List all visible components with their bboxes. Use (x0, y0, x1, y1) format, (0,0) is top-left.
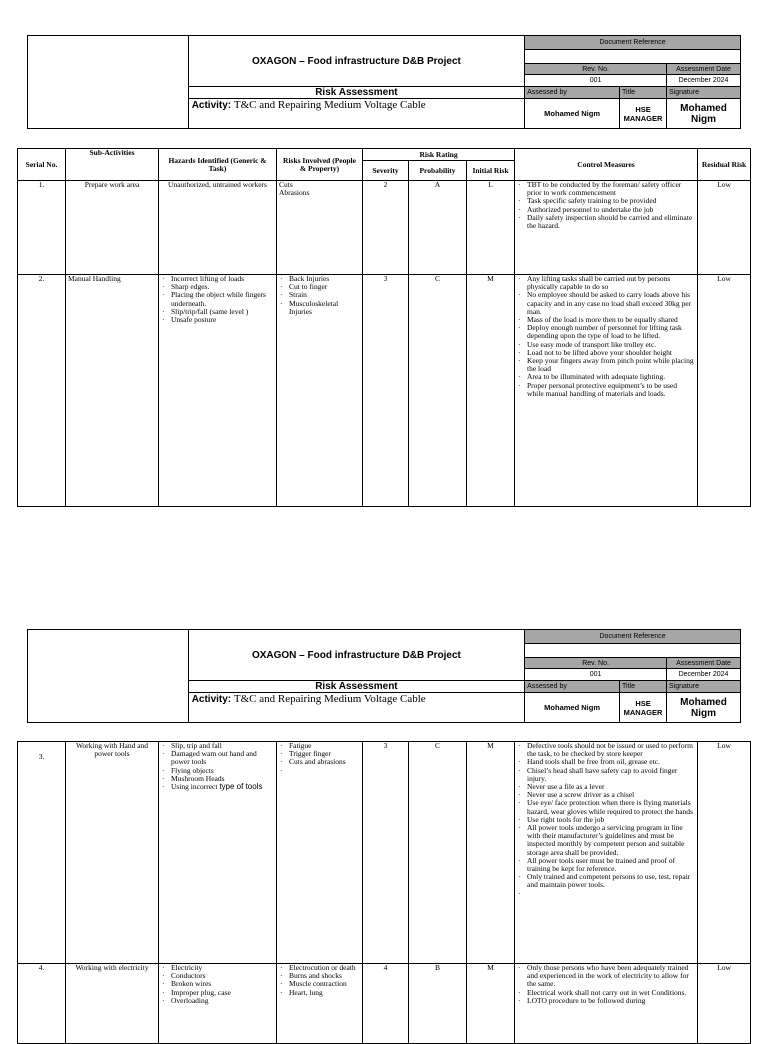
initial-risk-cell: L (467, 181, 515, 275)
assessor-title-line1: HSE (635, 104, 651, 114)
hazards-cell: Unauthorized, untrained workers (159, 181, 277, 275)
assessor-title-line1: HSE (635, 698, 651, 708)
serial-cell: 2. (18, 275, 66, 507)
hazard-item: · Unsafe posture (161, 316, 274, 324)
hazard-item: · Placing the object while fingers underneath. (161, 291, 274, 307)
risk-item: · Trigger finger (279, 750, 360, 758)
risk-item: · Fatigue (279, 742, 360, 750)
risk-text: Cuts (279, 180, 293, 189)
signature-line1: Mohamed (680, 102, 727, 114)
control-item: · Never use a file as a lever (517, 783, 695, 791)
risk-text: Abrasions (279, 188, 310, 198)
rev-value: 001 (525, 75, 667, 87)
residual-cell: Low (698, 742, 751, 964)
risk-table-page1 (17, 148, 751, 507)
control-item: · TBT to be conducted by the foreman/ safety officer prior to work commencement (517, 181, 695, 197)
residual-cell: Low (698, 964, 751, 1044)
severity-cell: 4 (363, 964, 409, 1044)
risks-cell (277, 181, 363, 275)
serial-cell: 1. (18, 181, 66, 275)
risk-item: · Strain (279, 291, 360, 299)
initial-risk-cell: M (467, 275, 515, 507)
signature-label: Signature (667, 681, 741, 693)
control-item: · All power tools undergo a servicing program in line with their manufacturer’s guidelines and must be inspected monthly by competent person and suitable storage area shall be provided. (517, 824, 695, 857)
control-item: · Only those persons who have been adequately trained and experienced in the work of electricity to allow for the same. (517, 964, 695, 989)
rev-value: 001 (525, 669, 667, 681)
table-row (18, 275, 751, 507)
hazards-header: Hazards Identified (Generic & Task) (159, 149, 277, 181)
control-item: · Deploy enough number of personnel for lifting task depending upon the type of load to be lifted. (517, 324, 695, 340)
table-row (18, 964, 751, 1044)
assessment-date-value: December 2024 (667, 75, 741, 87)
controls-cell (515, 181, 698, 275)
hazard-item: · Electricity (161, 964, 274, 972)
serial-header: Serial No. (18, 149, 66, 181)
risk-table-page2 (17, 741, 751, 1044)
activity-value: T&C and Repairing Medium Voltage Cable (233, 99, 426, 111)
logo-area (28, 36, 189, 129)
risks-cell (277, 275, 363, 507)
hazards-cell (159, 742, 277, 964)
doc-ref-label: Document Reference (525, 630, 741, 644)
risk-item: · Musculoskeletal Injuries (279, 300, 360, 316)
risk-item: · Cut to finger (279, 283, 360, 291)
risk-item: · Cuts and abrasions (279, 758, 360, 766)
controls-cell (515, 742, 698, 964)
logo-area (28, 630, 189, 723)
signature-label: Signature (667, 87, 741, 99)
activity-cell (188, 693, 524, 723)
control-item: · Any lifting tasks shall be carried out by persons physically capable to do so (517, 275, 695, 291)
rev-label: Rev. No. (525, 658, 667, 669)
initial-risk-header: Initial Risk (467, 161, 515, 181)
control-item: · All power tools user must be trained and proof of training be kept for reference. (517, 857, 695, 873)
hazard-item: · Improper plug, case (161, 989, 274, 997)
assessor-title (620, 99, 667, 129)
sub-activities-header: Sub-Activities (66, 149, 159, 181)
controls-cell (515, 275, 698, 507)
assessor-name: Mohamed Nigm (525, 693, 620, 723)
control-measures-header: Control Measures (515, 149, 698, 181)
sub-activity-cell: Prepare work area (66, 181, 159, 275)
signature-value (667, 99, 741, 129)
hazard-item: · Broken wires (161, 980, 274, 988)
doc-ref-label: Document Reference (525, 36, 741, 50)
control-item: · Use right tools for the job (517, 816, 695, 824)
residual-cell: Low (698, 181, 751, 275)
control-item: · Electrical work shall not carry out in wet Conditions. (517, 989, 695, 997)
doc-ref-value (525, 644, 741, 658)
probability-cell: C (409, 742, 467, 964)
risk-item: · Electrocution or death (279, 964, 360, 972)
risk-item: · Heart, lung (279, 989, 360, 997)
severity-cell: 2 (363, 181, 409, 275)
table-row (18, 181, 751, 275)
hazard-item: · Mushroom Heads (161, 775, 274, 783)
activity-label: Activity: (191, 100, 232, 111)
control-item: · Area to be illuminated with adequate lighting. (517, 373, 695, 381)
hazard-item: · Conductors (161, 972, 274, 980)
sub-activity-cell: Working with electricity (66, 964, 159, 1044)
probability-header: Probability (409, 161, 467, 181)
assessed-by-label: Assessed by (525, 87, 620, 99)
document-header (27, 629, 741, 723)
risks-cell (277, 742, 363, 964)
hazard-item: · Flying objects (161, 767, 274, 775)
severity-cell: 3 (363, 742, 409, 964)
initial-risk-cell: M (467, 742, 515, 964)
risk-rating-header: Risk Rating (363, 149, 515, 161)
activity-label: Activity: (191, 694, 232, 705)
hazard-item: · Sharp edges. (161, 283, 274, 291)
control-item: · Task specific safety training to be provided (517, 197, 695, 205)
hazards-cell (159, 275, 277, 507)
risks-cell (277, 964, 363, 1044)
hazard-text-tail: type of tools (219, 782, 263, 792)
controls-cell (515, 964, 698, 1044)
probability-cell: B (409, 964, 467, 1044)
control-item: · Proper personal protective equipment’s to be used while manual handling of materials and loads. (517, 382, 695, 398)
control-item: · LOTO procedure to be followed during (517, 997, 695, 1005)
hazard-item: · Incorrect lifting of loads (161, 275, 274, 283)
sub-activity-cell: Working with Hand and power tools (66, 742, 159, 964)
signature-line2: Nigm (691, 707, 716, 719)
sub-activity-cell: Manual Handling (66, 275, 159, 507)
risk-item: · Back Injuries (279, 275, 360, 283)
title-label: Title (620, 87, 667, 99)
control-item: · Keep your fingers away from pinch point while placing the load (517, 357, 695, 373)
control-item: · Chisel’s head shall have safety cap to avoid finger injury. (517, 767, 695, 783)
control-item: · No employee should be asked to carry loads above his capacity and in any case no load shall exceed 30kg per man. (517, 291, 695, 316)
risk-assessment-label: Risk Assessment (188, 681, 524, 693)
activity-cell (188, 99, 524, 129)
residual-cell: Low (698, 275, 751, 507)
severity-header: Severity (363, 161, 409, 181)
signature-value (667, 693, 741, 723)
assessor-name: Mohamed Nigm (525, 99, 620, 129)
rev-label: Rev. No. (525, 64, 667, 75)
initial-risk-cell: M (467, 964, 515, 1044)
probability-cell: C (409, 275, 467, 507)
hazard-item: · Damaged wam out hand and power tools (161, 750, 274, 766)
control-item: · Authorized personnel to undertake the job (517, 206, 695, 214)
control-item: · Hand tools shall be free from oil, grease etc. (517, 758, 695, 766)
hazards-cell (159, 964, 277, 1044)
assessor-title-line2: MANAGER (623, 113, 663, 123)
risk-assessment-label: Risk Assessment (188, 87, 524, 99)
risk-item: · Burns and shocks (279, 972, 360, 980)
risks-header: Risks Involved (People & Property) (277, 149, 363, 181)
assessed-by-label: Assessed by (525, 681, 620, 693)
hazard-item (161, 783, 274, 791)
probability-cell: A (409, 181, 467, 275)
title-label: Title (620, 681, 667, 693)
assessment-date-value: December 2024 (667, 669, 741, 681)
assessor-title-line2: MANAGER (623, 707, 663, 717)
serial-cell: 3. (18, 742, 66, 964)
assessor-title (620, 693, 667, 723)
control-item: · Defective tools should not be issued or used to perform the task, to be checked by store keeper (517, 742, 695, 758)
hazard-item: · Overloading (161, 997, 274, 1005)
control-item: · Use eye/ face protection when there is flying materials hazard, wear gloves while required to protect the hands (517, 799, 695, 815)
doc-ref-value (525, 50, 741, 64)
control-item: · Daily safety inspection should be carried and eliminate the hazard. (517, 214, 695, 230)
hazard-item: · Slip/trip/fall (same level ) (161, 308, 274, 316)
serial-cell: 4. (18, 964, 66, 1044)
severity-cell: 3 (363, 275, 409, 507)
assessment-date-label: Assessment Date (667, 64, 741, 75)
project-title: OXAGON – Food infrastructure D&B Project (188, 36, 524, 87)
assessment-date-label: Assessment Date (667, 658, 741, 669)
residual-risk-header: Residual Risk (698, 149, 751, 181)
control-item: · Only trained and competent persons to use, test, repair and maintain power tools. (517, 873, 695, 889)
signature-line1: Mohamed (680, 696, 727, 708)
control-item: · Never use a screw driver as a chisel (517, 791, 695, 799)
risk-item: · Muscle contraction (279, 980, 360, 988)
document-header (27, 35, 741, 129)
hazard-item: · Slip, trip and fall (161, 742, 274, 750)
hazard-text: Using incorrect (171, 782, 218, 792)
table-row (18, 742, 751, 964)
project-title: OXAGON – Food infrastructure D&B Project (188, 630, 524, 681)
control-item: · Load not to be lifted above your shoulder height (517, 349, 695, 357)
control-item: · Use easy mode of transport like trolley etc. (517, 341, 695, 349)
signature-line2: Nigm (691, 113, 716, 125)
activity-value: T&C and Repairing Medium Voltage Cable (233, 693, 426, 705)
control-item: · Mass of the load is more then to be equally shared (517, 316, 695, 324)
